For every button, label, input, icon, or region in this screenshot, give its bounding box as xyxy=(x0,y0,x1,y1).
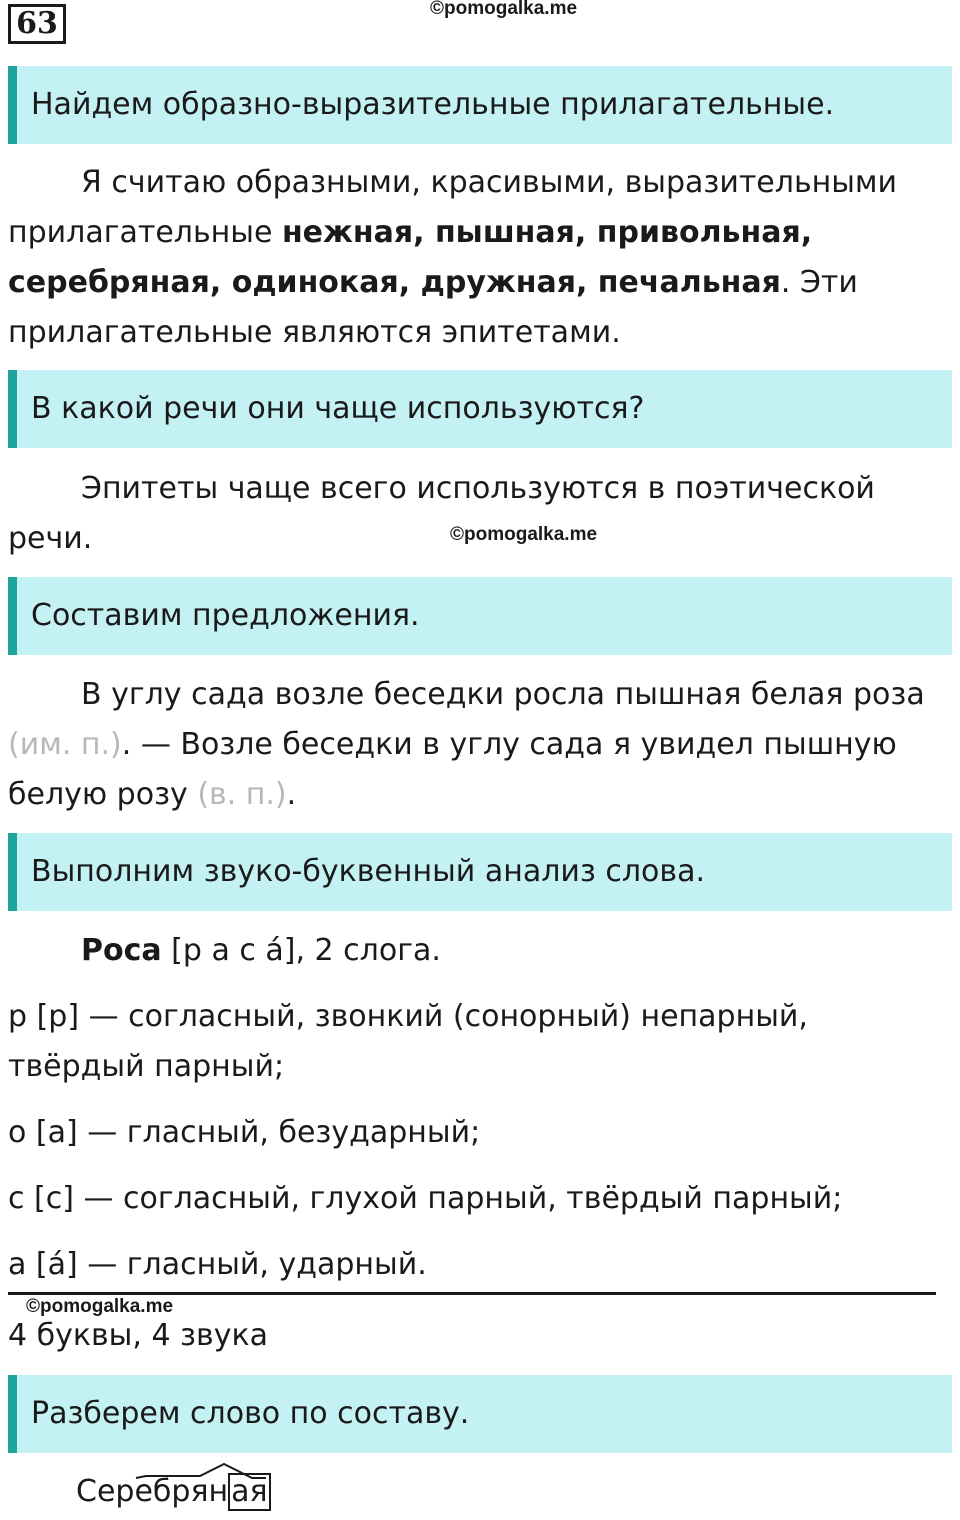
phonetic-header xyxy=(8,926,948,976)
root-arc xyxy=(76,1464,266,1484)
section1-text-before: Я считаю образными, красивыми, выразительными прилагательные xyxy=(8,165,898,250)
watermark-bottom: ©pomogalka.me xyxy=(26,1296,174,1317)
section3-sentences xyxy=(8,670,948,820)
task-number: 63 xyxy=(8,4,66,44)
sound-line-1: р [р] — согласный, звонкий (сонорный) непарный, твёрдый парный; xyxy=(8,999,808,1084)
section5-heading: Разберем слово по составу. xyxy=(8,1375,952,1453)
section1-bold-words: нежная, пышная, привольная, серебряная, одинокая, дружная, печальная xyxy=(8,215,813,300)
sound-line-4: а [а́] — гласный, ударный. xyxy=(8,1247,427,1282)
sentence2: . — Возле беседки в углу сада я увидел пышную белую розу xyxy=(8,727,897,812)
sound-line-2: о [а] — гласный, безударный; xyxy=(8,1115,481,1150)
section1-heading: Найдем образно-выразительные прилагательные. xyxy=(8,66,952,144)
section1-text-after: . Эти прилагательные являются эпитетами. xyxy=(8,265,858,350)
transcription: [р а с а́], 2 слога. xyxy=(161,933,441,968)
word-ending: ая xyxy=(228,1473,270,1511)
section4-heading: Выполним звуко-буквенный анализ слова. xyxy=(8,833,952,911)
watermark-top: ©pomogalka.me xyxy=(430,0,578,19)
section2-heading: В какой речи они чаще используются? xyxy=(8,370,952,448)
letters-sounds-summary: 4 буквы, 4 звука xyxy=(8,1318,268,1353)
analyzed-word: Роса xyxy=(81,933,162,968)
watermark-middle: ©pomogalka.me xyxy=(450,524,598,545)
divider-line xyxy=(8,1292,936,1295)
sentence1: В углу сада возле беседки росла пышная белая роза xyxy=(81,677,925,712)
sentence-end: . xyxy=(286,777,297,812)
case-label-2: (в. п.) xyxy=(197,777,287,812)
word-stem: Серебрян xyxy=(76,1474,229,1509)
case-label-1: (им. п.) xyxy=(8,727,122,762)
section3-heading: Составим предложения. xyxy=(8,577,952,655)
section2-answer: Эпитеты чаще всего используются в поэтической речи. xyxy=(8,471,875,556)
morpheme-analysis xyxy=(76,1472,271,1512)
sound-line-3: с [с] — согласный, глухой парный, твёрдый парный; xyxy=(8,1181,843,1216)
section1-paragraph xyxy=(8,158,948,358)
